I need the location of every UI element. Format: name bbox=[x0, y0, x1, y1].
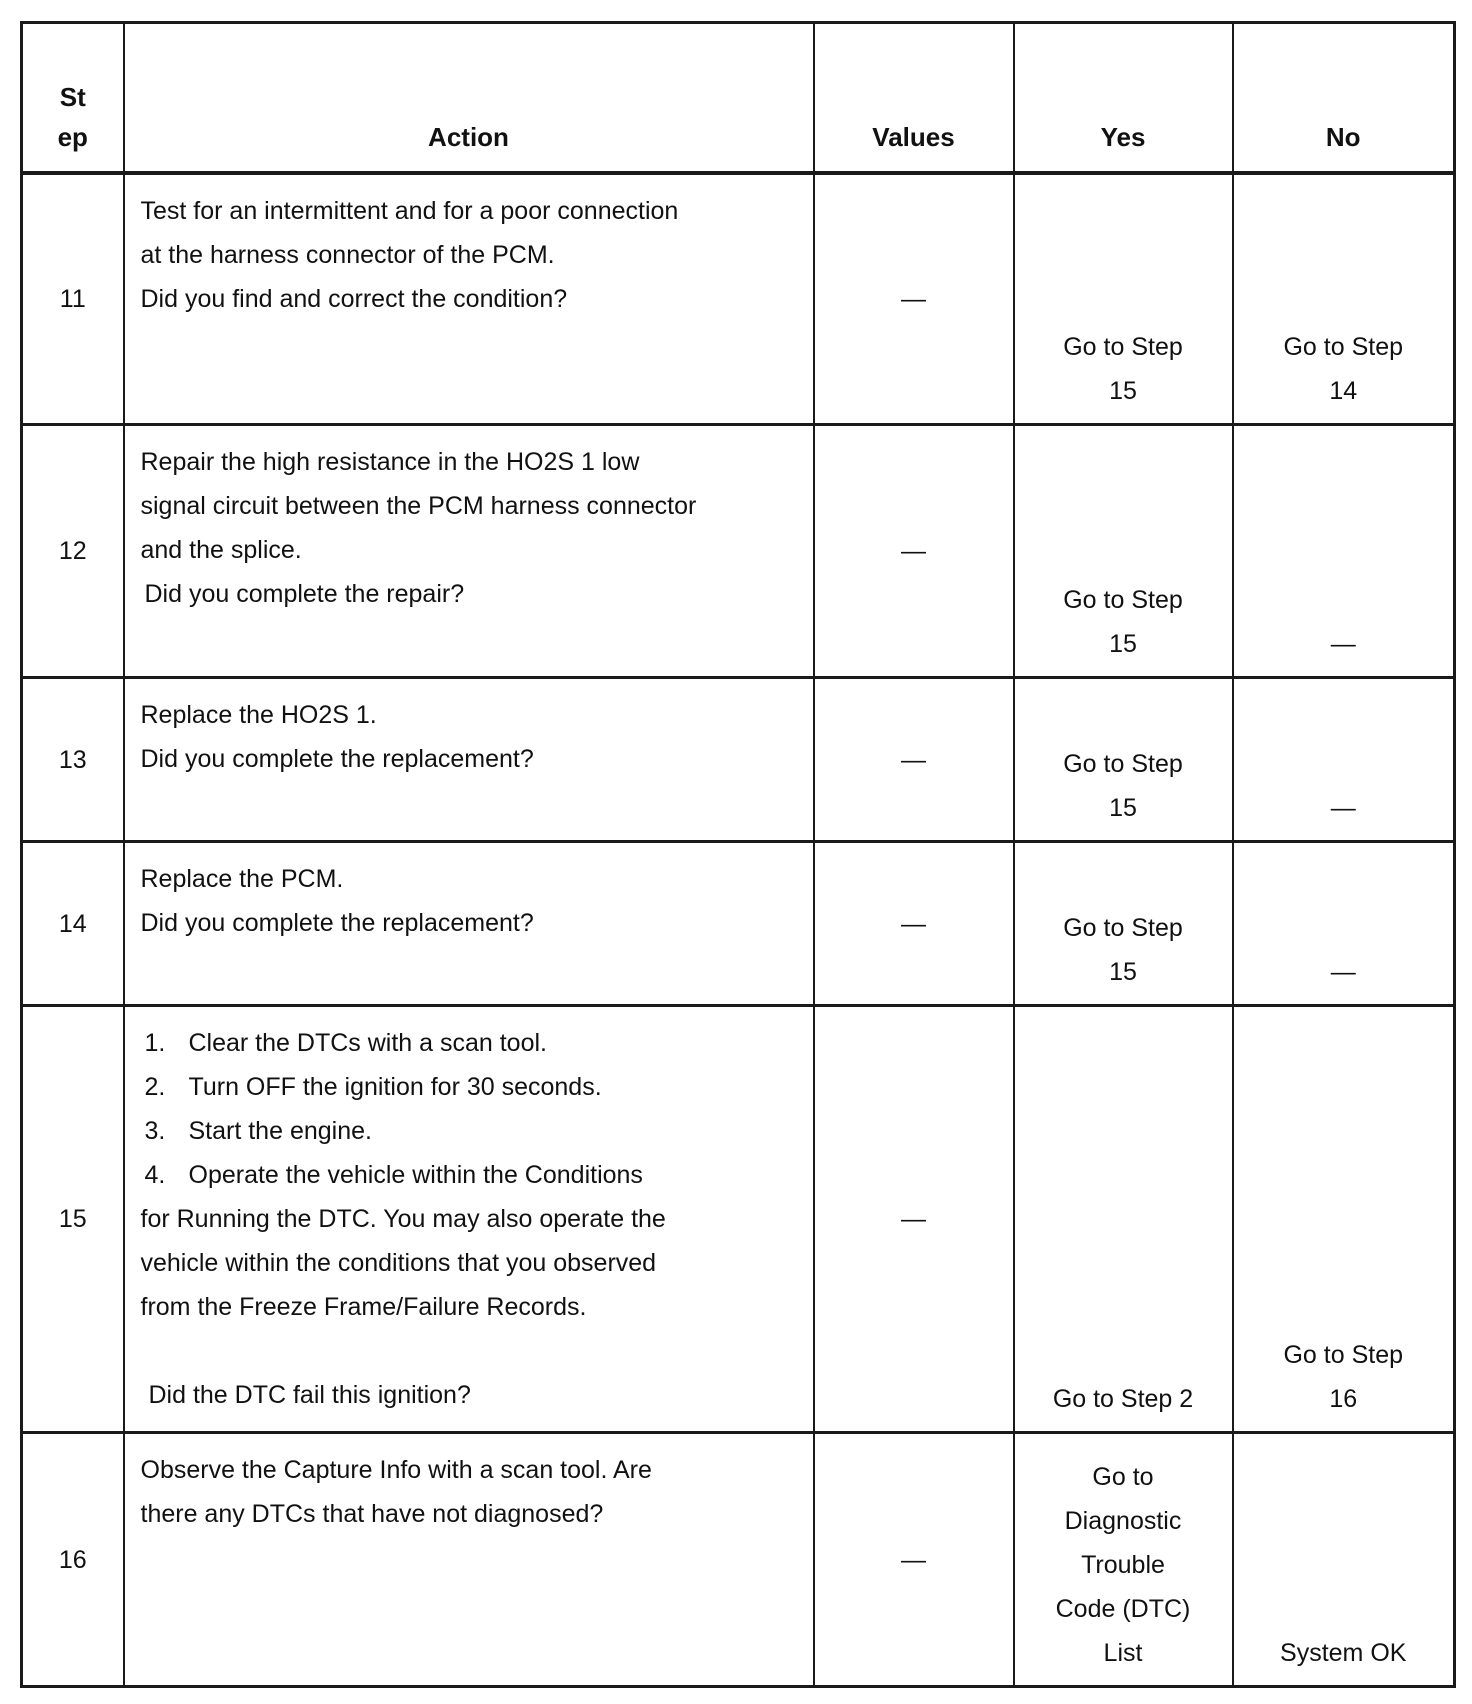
table-row bbox=[22, 1433, 1455, 1687]
yes-line: Go to bbox=[1092, 1463, 1154, 1491]
action-question: Did you complete the repair? bbox=[144, 580, 465, 608]
values-cell: — bbox=[814, 678, 1014, 842]
list-item-number: 3. bbox=[144, 1117, 166, 1145]
step-number: 15 bbox=[22, 1006, 124, 1433]
action-line: and the splice. bbox=[140, 536, 302, 564]
table-row bbox=[22, 842, 1455, 1006]
header-values: Values bbox=[814, 23, 1014, 173]
yes-line: 15 bbox=[1109, 377, 1137, 405]
yes-line: List bbox=[1103, 1639, 1143, 1667]
yes-cell bbox=[1014, 678, 1233, 842]
yes-cell bbox=[1014, 425, 1233, 678]
header-step-line2: ep bbox=[57, 121, 88, 152]
action-cell bbox=[124, 425, 814, 678]
no-cell: System OK bbox=[1233, 1433, 1455, 1687]
list-item-number: 1. bbox=[144, 1029, 166, 1057]
yes-line: Go to Step bbox=[1063, 750, 1183, 778]
list-item bbox=[141, 1109, 797, 1153]
yes-cell bbox=[1014, 173, 1233, 425]
table-row bbox=[22, 678, 1455, 842]
action-cell bbox=[124, 842, 814, 1006]
spacer bbox=[141, 1329, 797, 1373]
header-row bbox=[22, 23, 1455, 173]
list-item-text: Start the engine. bbox=[188, 1117, 372, 1145]
action-line: for Running the DTC. You may also operate the bbox=[140, 1205, 666, 1233]
yes-cell bbox=[1014, 1433, 1233, 1687]
no-line: Go to Step bbox=[1283, 333, 1404, 361]
yes-line: Code (DTC) bbox=[1055, 1595, 1191, 1623]
action-line: Test for an intermittent and for a poor connection bbox=[140, 196, 679, 225]
action-line: at the harness connector of the PCM. bbox=[140, 240, 555, 269]
table-row bbox=[22, 1006, 1455, 1433]
yes-line: Go to Step bbox=[1063, 586, 1183, 614]
step-number: 13 bbox=[22, 678, 124, 842]
yes-line: Diagnostic bbox=[1064, 1507, 1182, 1535]
action-line: Repair the high resistance in the HO2S 1 low bbox=[140, 448, 640, 476]
action-line: Replace the HO2S 1. bbox=[140, 701, 377, 729]
no-line: Go to Step bbox=[1283, 1341, 1404, 1369]
header-no: No bbox=[1233, 23, 1455, 173]
yes-cell: Go to Step 2 bbox=[1014, 1006, 1233, 1433]
yes-line: 15 bbox=[1109, 794, 1137, 822]
action-line: Did you complete the replacement? bbox=[140, 745, 534, 773]
list-item bbox=[141, 1065, 797, 1109]
header-yes: Yes bbox=[1014, 23, 1233, 173]
step-number: 12 bbox=[22, 425, 124, 678]
yes-line: Go to Step bbox=[1063, 914, 1183, 942]
yes-cell bbox=[1014, 842, 1233, 1006]
list-item-text: Turn OFF the ignition for 30 seconds. bbox=[188, 1073, 602, 1101]
values-cell: — bbox=[814, 1433, 1014, 1687]
action-cell bbox=[124, 173, 814, 425]
values-cell: — bbox=[814, 173, 1014, 425]
header-step-line1: St bbox=[59, 81, 86, 112]
list-item bbox=[141, 1021, 797, 1065]
no-cell bbox=[1233, 173, 1455, 425]
action-line: signal circuit between the PCM harness connector bbox=[140, 492, 697, 520]
action-line: Did you complete the replacement? bbox=[140, 909, 534, 937]
yes-line: 15 bbox=[1109, 958, 1137, 986]
yes-line: Go to Step bbox=[1063, 333, 1183, 361]
action-cell bbox=[124, 678, 814, 842]
action-cell bbox=[124, 1006, 814, 1433]
table-row bbox=[22, 173, 1455, 425]
action-line: vehicle within the conditions that you observed bbox=[140, 1249, 657, 1277]
yes-line: 15 bbox=[1109, 630, 1137, 658]
action-question: Did the DTC fail this ignition? bbox=[148, 1381, 471, 1409]
list-item-text: Operate the vehicle within the Conditions bbox=[188, 1161, 643, 1189]
list-item-number: 2. bbox=[144, 1073, 166, 1101]
yes-line: Trouble bbox=[1081, 1551, 1165, 1579]
list-item bbox=[141, 1153, 797, 1197]
values-cell: — bbox=[814, 425, 1014, 678]
no-line: 14 bbox=[1329, 377, 1358, 405]
diagnostic-table bbox=[20, 21, 1456, 1688]
values-cell: — bbox=[814, 1006, 1014, 1433]
values-cell: — bbox=[814, 842, 1014, 1006]
action-cell bbox=[124, 1433, 814, 1687]
no-cell: — bbox=[1233, 425, 1455, 678]
action-line: Did you find and correct the condition? bbox=[140, 284, 568, 313]
action-line: there any DTCs that have not diagnosed? bbox=[140, 1500, 604, 1528]
action-line: Replace the PCM. bbox=[140, 865, 344, 893]
list-item-number: 4. bbox=[144, 1161, 166, 1189]
action-line: from the Freeze Frame/Failure Records. bbox=[140, 1293, 587, 1321]
no-cell: — bbox=[1233, 678, 1455, 842]
step-number: 11 bbox=[22, 173, 124, 425]
no-cell bbox=[1233, 1006, 1455, 1433]
step-number: 16 bbox=[22, 1433, 124, 1687]
no-cell: — bbox=[1233, 842, 1455, 1006]
header-action: Action bbox=[124, 23, 814, 173]
table-row bbox=[22, 425, 1455, 678]
header-step bbox=[22, 23, 124, 173]
step-number: 14 bbox=[22, 842, 124, 1006]
list-item-text: Clear the DTCs with a scan tool. bbox=[188, 1029, 547, 1057]
action-line: Observe the Capture Info with a scan tool. Are bbox=[140, 1456, 652, 1484]
no-line: 16 bbox=[1329, 1385, 1358, 1413]
